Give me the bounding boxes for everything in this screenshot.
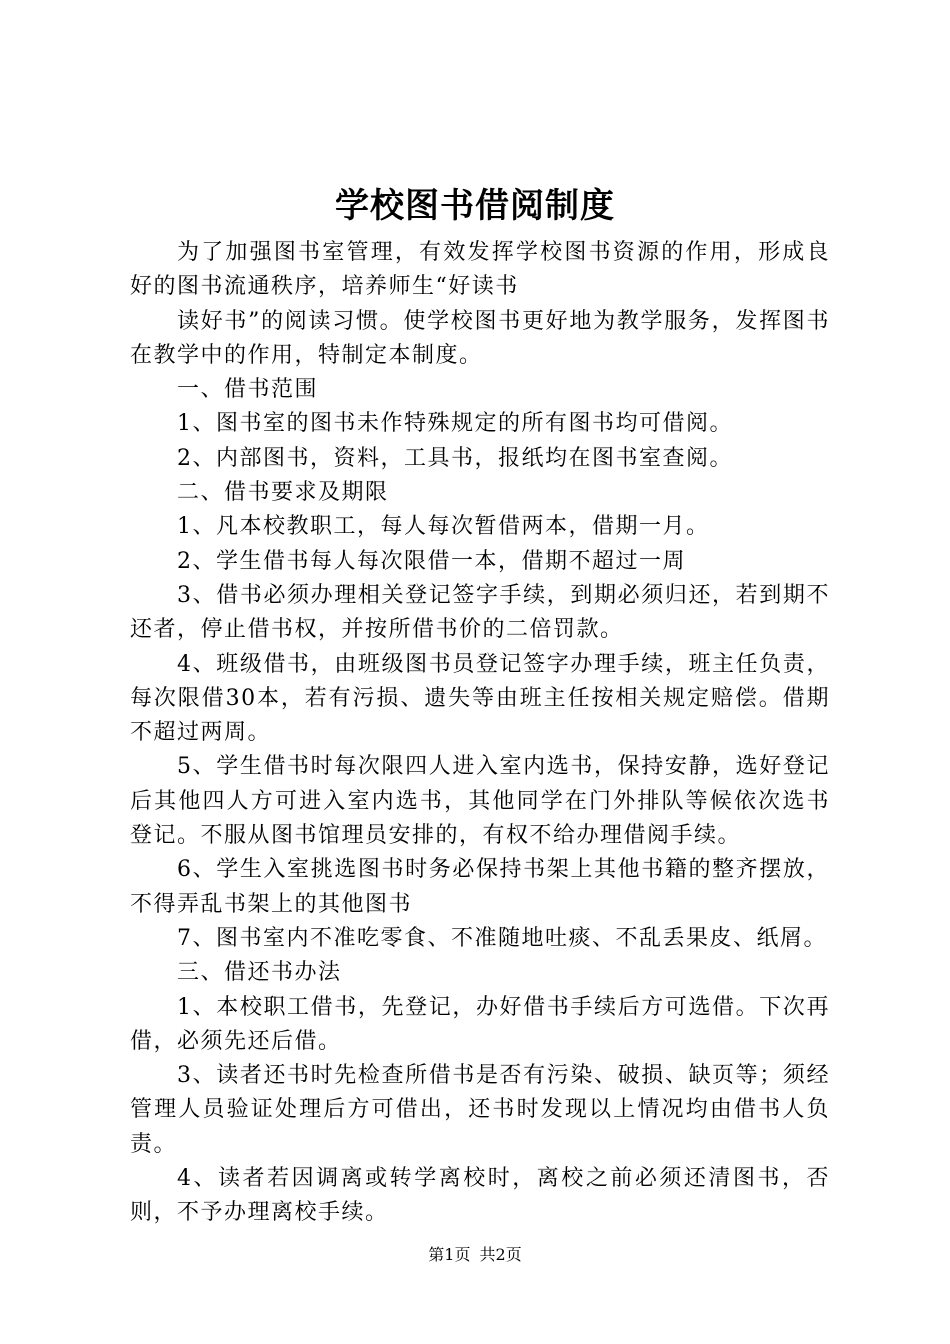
paragraph-intro-1: 为了加强图书室管理，有效发挥学校图书资源的作用，形成良好的图书流通秩序，培养师生“好读书 xyxy=(130,240,830,300)
list-item: 2、内部图书，资料，工具书，报纸均在图书室查阅。 xyxy=(177,445,733,471)
list-item: 3、读者还书时先检查所借书是否有污染、破损、缺页等；须经管理人员验证处理后方可借出，还书时发现以上情况均由借书人负责。 xyxy=(130,1063,830,1157)
section-heading-scope: 一、借书范围 xyxy=(177,377,319,403)
list-item: 1、本校职工借书，先登记，办好借书手续后方可选借。下次再借，必须先还后借。 xyxy=(130,994,830,1054)
section-heading-requirements: 二、借书要求及期限 xyxy=(177,480,389,506)
document-title: 学校图书借阅制度 xyxy=(335,186,615,226)
list-item: 6、学生入室挑选图书时务必保持书架上其他书籍的整齐摆放，不得弄乱书架上的其他图书 xyxy=(130,857,830,917)
document-body xyxy=(130,236,830,1231)
list-item: 4、读者若因调离或转学离校时，离校之前必须还清图书，否则，不予办理离校手续。 xyxy=(130,1166,830,1226)
page-number-footer: 第1页 共2页 xyxy=(428,1245,522,1264)
list-item: 7、图书室内不准吃零食、不准随地吐痰、不乱丢果皮、纸屑。 xyxy=(177,925,827,951)
list-item: 3、借书必须办理相关登记签字手续，到期必须归还，若到期不还者，停止借书权，并按所借书价的二倍罚款。 xyxy=(130,582,830,643)
list-item: 2、学生借书每人每次限借一本，借期不超过一周 xyxy=(177,548,686,574)
list-item: 1、凡本校教职工，每人每次暂借两本，借期一月。 xyxy=(177,514,710,540)
list-item: 4、班级借书，由班级图书员登记签字办理手续，班主任负责，每次限借30本，若有污损、遗失等由班主任按相关规定赔偿。借期不超过两周。 xyxy=(130,651,830,746)
list-item: 5、学生借书时每次限四人进入室内选书，保持安静，选好登记后其他四人方可进入室内选书，其他同学在门外排队等候依次选书登记。不服从图书馆理员安排的，有权不给办理借阅手续。 xyxy=(130,754,830,849)
paragraph-intro-2: 读好书”的阅读习惯。使学校图书更好地为教学服务，发挥图书在教学中的作用，特制定本制度。 xyxy=(130,308,830,368)
section-heading-return: 三、借还书办法 xyxy=(177,960,342,986)
list-item: 1、图书室的图书未作特殊规定的所有图书均可借阅。 xyxy=(177,411,733,437)
